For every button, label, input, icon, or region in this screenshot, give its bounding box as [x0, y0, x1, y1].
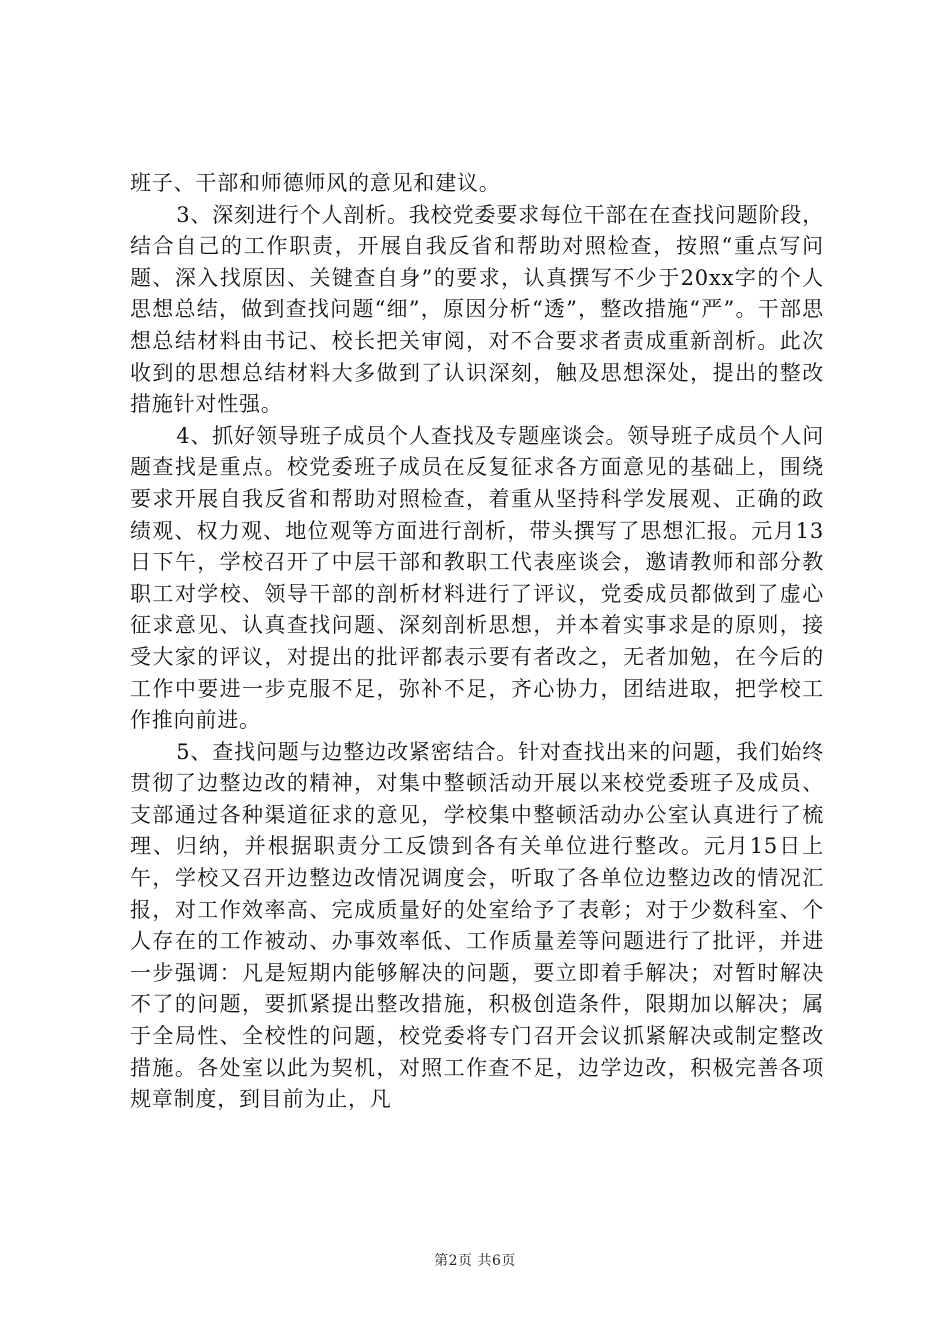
paragraph-item-3: 3、深刻进行个人剖析。我校党委要求每位干部在在查找问题阶段，结合自己的工作职责，开展自我反省和帮助对照检查，按照“重点写问题、深入找原因、关键查自身”的要求，认真撰写不少于20xx字的个人思想总结，做到查找问题“细”，原因分析“透”，整改措施“严”。干部思想总结材料由书记、校长把关审阅，对不合要求者责成重新剖析。此次收到的思想总结材料大多做到了认识深刻，触及思想深处，提出的整改措施针对性强。 — [130, 202, 824, 417]
document-body — [130, 168, 824, 1116]
paragraph-item-5: 5、查找问题与边整边改紧密结合。针对查找出来的问题，我们始终贯彻了边整边改的精神，对集中整顿活动开展以来校党委班子及成员、支部通过各种渠道征求的意见，学校集中整顿活动办公室认真进行了梳理、归纳，并根据职责分工反馈到各有关单位进行整改。元月15日上午，学校又召开边整边改情况调度会，听取了各单位边整边改的情况汇报，对工作效率高、完成质量好的处室给予了表彰；对于少数科室、个人存在的工作被动、办事效率低、工作质量差等问题进行了批评，并进一步强调：凡是短期内能够解决的问题，要立即着手解决；对暂时解决不了的问题，要抓紧提出整改措施，积极创造条件，限期加以解决；属于全局性、全校性的问题，校党委将专门召开会议抓紧解决或制定整改措施。各处室以此为契机，对照工作查不足，边学边改，积极完善各项规章制度，到目前为止，凡 — [130, 739, 824, 1112]
paragraph-continuation: 班子、干部和师德师风的意见和建议。 — [130, 171, 501, 195]
paragraph-item-4: 4、抓好领导班子成员个人查找及专题座谈会。领导班子成员个人问题查找是重点。校党委班子成员在反复征求各方面意见的基础上，围绕要求开展自我反省和帮助对照检查，着重从坚持科学发展观、正确的政绩观、权力观、地位观等方面进行剖析，带头撰写了思想汇报。元月13日下午，学校召开了中层干部和教职工代表座谈会，邀请教师和部分教职工对学校、领导干部的剖析材料进行了评议，党委成员都做到了虚心征求意见、认真查找问题、深刻剖析思想，并本着实事求是的原则，接受大家的评议，对提出的批评都表示要有者改之，无者加勉，在今后的工作中要进一步克服不足，弥补不足，齐心协力，团结进取，把学校工作推向前进。 — [130, 423, 824, 733]
page-number-footer: 第2页 共6页 — [434, 1253, 516, 1269]
